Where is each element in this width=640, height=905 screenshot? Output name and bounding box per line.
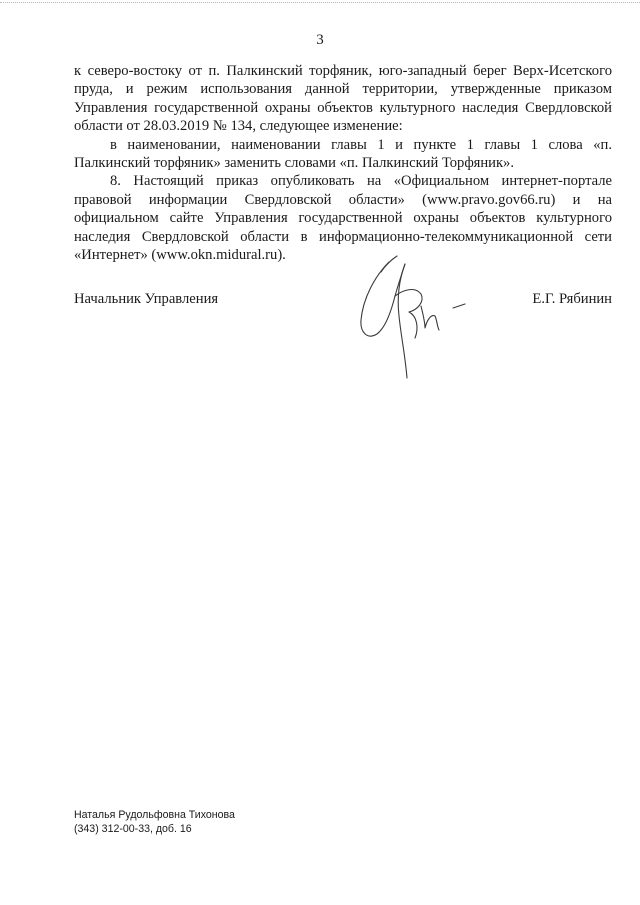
signer-name: Е.Г. Рябинин [532, 291, 612, 307]
document-body [74, 62, 612, 264]
contact-name: Наталья Рудольфовна Тихонова [74, 809, 235, 821]
handwritten-signature [345, 250, 475, 385]
contact-block [74, 809, 235, 836]
paragraph-publication: 8. Настоящий приказ опубликовать на «Официальном интернет-портале правовой информации Свердловской области» (www.pravo.gov66.ru) и на официальном сайте Управления государственной охраны объектов культурного наследия Свердловской области в информационно-телекоммуникационной сети «Интернет» (www.okn.midural.ru). [74, 173, 612, 264]
signer-title: Начальник Управления [74, 291, 219, 307]
scan-edge-line [0, 2, 640, 3]
paragraph-amendment: в наименовании, наименовании главы 1 и пункте 1 главы 1 слова «п. Палкинский торфяник» заменить словами «п. Палкинский Торфяник». [74, 136, 612, 172]
contact-phone: (343) 312-00-33, доб. 16 [74, 822, 192, 835]
paragraph-continuation: к северо-востоку от п. Палкинский торфяник, юго-западный берег Верх-Исетского пруда, и режим использования данной территории, утвержденные приказом Управления государственной охраны объектов культурного наследия Свердловской области от 28.03.2019 № 134, следующее изменение: [74, 63, 612, 135]
page-number: 3 [316, 32, 324, 48]
